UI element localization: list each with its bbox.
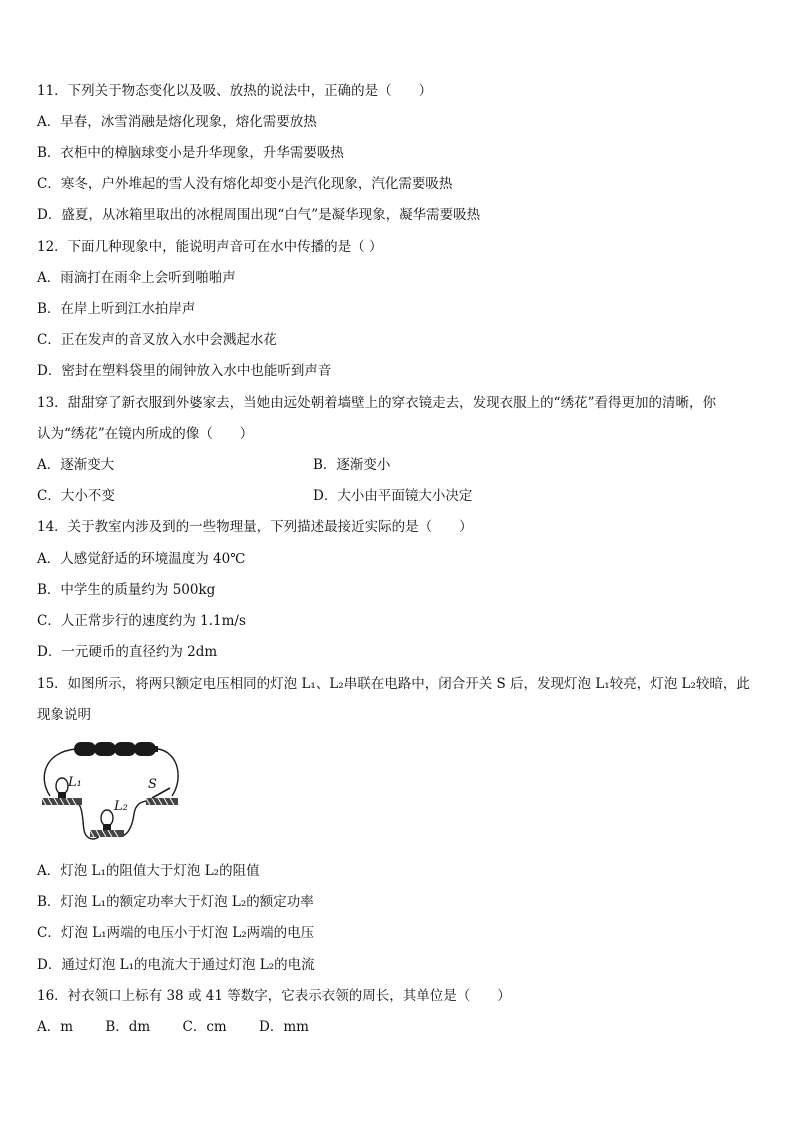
- question-15-stem-line2: 现象说明: [37, 707, 91, 723]
- question-11-option-c: C．寒冬，户外堆起的雪人没有熔化却变小是汽化现象，汽化需要吸热: [37, 176, 453, 192]
- question-13-option-d: D．大小由平面镜大小决定: [313, 488, 473, 504]
- question-11-stem: 11．下列关于物态变化以及吸、放热的说法中，正确的是（ ）: [37, 83, 433, 99]
- question-15-option-b: B．灯泡 L₁的额定功率大于灯泡 L₂的额定功率: [37, 894, 314, 910]
- question-13-option-c: C．大小不变: [37, 488, 115, 504]
- lamp-l1-label: L₁: [68, 775, 82, 790]
- lamp-l2-label: L₂: [114, 799, 128, 814]
- question-14-option-c: C．人正常步行的速度约为 1.1m/s: [37, 613, 246, 629]
- question-16-option-d: D．mm: [259, 1019, 309, 1035]
- question-16-option-a: A．m: [37, 1019, 74, 1035]
- question-13-stem-line1: 13．甜甜穿了新衣服到外婆家去，当她由远处朝着墙壁上的穿衣镜走去，发现衣服上的“绣花”看得更加的清晰，你: [37, 395, 716, 411]
- question-11-option-a: A．早春，冰雪消融是熔化现象，熔化需要放热: [37, 114, 317, 130]
- question-14-option-d: D．一元硬币的直径约为 2dm: [37, 644, 218, 660]
- question-15-stem-line1: 15．如图所示，将两只额定电压相同的灯泡 L₁、L₂串联在电路中，闭合开关 S 后，发现灯泡 L₁较亮，灯泡 L₂较暗，此: [37, 676, 750, 692]
- circuit-diagram: [36, 738, 182, 848]
- question-12-option-c: C．正在发声的音叉放入水中会溅起水花: [37, 332, 277, 348]
- question-14-option-a: A．人感觉舒适的环境温度为 40℃: [37, 551, 246, 567]
- question-14-option-b: B．中学生的质量约为 500kg: [37, 582, 216, 598]
- question-16-option-b: B．dm: [105, 1019, 151, 1035]
- question-16-option-c: C．cm: [182, 1019, 227, 1035]
- question-13-option-a: A．逐渐变大: [37, 457, 115, 473]
- question-15-option-a: A．灯泡 L₁的阻值大于灯泡 L₂的阻值: [37, 863, 260, 879]
- question-16-stem: 16．衬衣领口上标有 38 或 41 等数字，它表示衣领的周长，其单位是（ ）: [37, 988, 511, 1004]
- question-12-option-b: B．在岸上听到江水拍岸声: [37, 301, 196, 317]
- question-12-option-d: D．密封在塑料袋里的闹钟放入水中也能听到声音: [37, 363, 332, 379]
- switch-label: S: [148, 777, 157, 792]
- question-11-option-b: B．衣柜中的樟脑球变小是升华现象，升华需要吸热: [37, 145, 344, 161]
- question-13-stem-line2: 认为“绣花”在镜内所成的像（ ）: [37, 426, 254, 442]
- question-15-option-d: D．通过灯泡 L₁的电流大于通过灯泡 L₂的电流: [37, 957, 315, 973]
- lamp-l2-icon: [90, 810, 124, 837]
- question-11-option-d: D．盛夏，从冰箱里取出的冰棍周围出现“白气”是凝华现象，凝华需要吸热: [37, 207, 481, 223]
- battery-pack-icon: [74, 742, 158, 756]
- question-12-stem: 12．下面几种现象中，能说明声音可在水中传播的是（ ）: [37, 239, 383, 255]
- question-15-option-c: C．灯泡 L₁两端的电压小于灯泡 L₂两端的电压: [37, 925, 315, 941]
- question-12-option-a: A．雨滴打在雨伞上会听到啪啪声: [37, 270, 236, 286]
- question-16-options: [37, 1017, 337, 1037]
- question-13-option-b: B．逐渐变小: [313, 457, 391, 473]
- question-14-stem: 14．关于教室内涉及到的一些物理量，下列描述最接近实际的是（ ）: [37, 519, 473, 535]
